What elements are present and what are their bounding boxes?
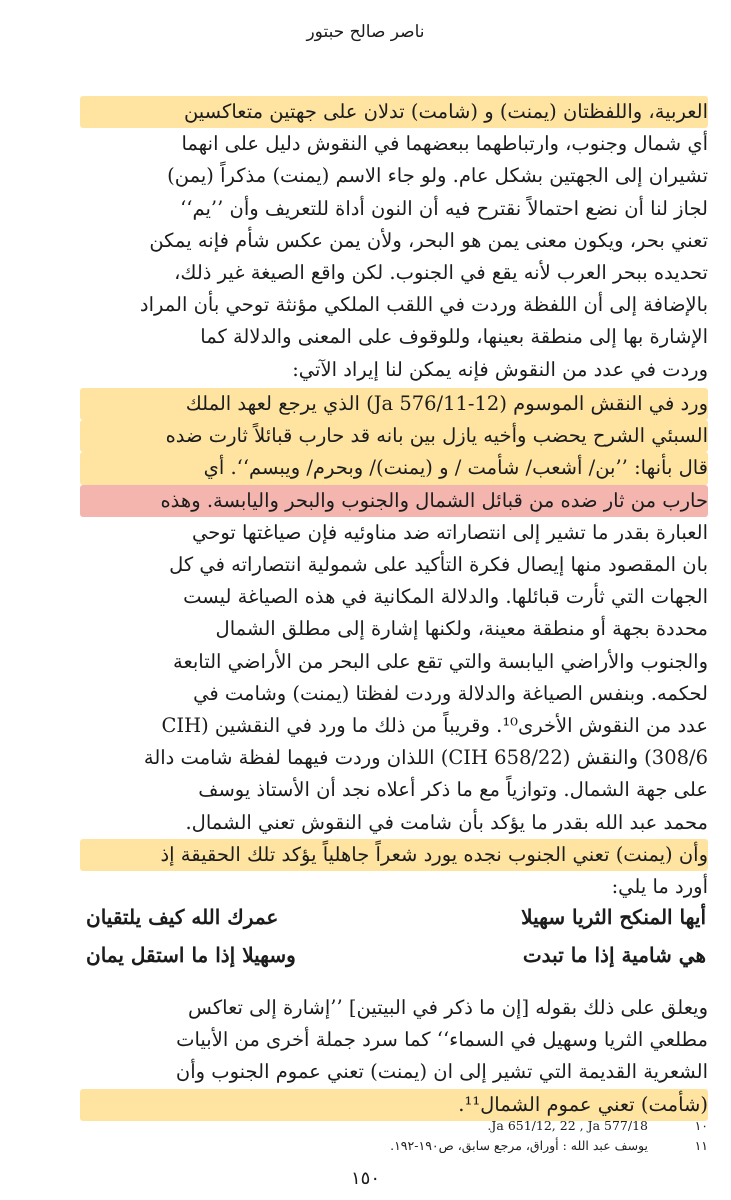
text-line: بان المقصود منها إيصال فكرة التأكيد على شمولية انتصاراته في كل — [169, 553, 708, 577]
text-line: حارب من ثار ضده من قبائل الشمال والجنوب والبحر واليابسة. وهذه — [80, 485, 708, 517]
text-line: قال بأنها: ’’بن/ أشعب/ شأمت / و (يمنت)/ وبحرم/ ويبسم‘‘. أي — [80, 452, 708, 484]
poem — [86, 898, 706, 974]
poem-verse — [86, 898, 706, 936]
text-line: وأن (يمنت) تعني الجنوب نجده يورد شعراً جاهلياً يؤكد تلك الحقيقة إذ — [80, 839, 708, 871]
text-line: لجاز لنا أن نضع احتمالاً نقترح فيه أن النون أداة للتعريف وأن ’’يم‘‘ — [180, 196, 708, 220]
footnote-number: ١٠ — [694, 1118, 708, 1133]
hemistich-right: أيها المنكح الثريا سهيلا — [521, 905, 706, 929]
poem-verse — [86, 936, 706, 974]
text-line: ورد في النقش الموسوم (Ja 576/11-12) الذي يرجع لعهد الملك — [80, 388, 708, 420]
hemistich-left: عمرك الله كيف يلتقيان — [86, 905, 279, 929]
text-line: السبئي الشرح يحضب وأخيه يازل بين بانه قد حارب قبائلاً ثارت ضده — [80, 420, 708, 452]
text-line: بالإضافة إلى أن اللفظة وردت في اللقب الملكي مؤنثة توحي بأن المراد — [139, 293, 708, 317]
text-line: ويعلق على ذلك بقوله [إن ما ذكر في البيتين] ’’إشارة إلى تعاكس — [188, 996, 708, 1019]
text-line: عدد من النقوش الأخرى¹⁰. وقريباً من ذلك ما ورد في النقشين (CIH — [161, 714, 708, 738]
text-line: والجنوب والأراضي اليابسة والتي تقع على البحر من الأراضي التابعة — [173, 649, 708, 673]
text-line: 308/6) والنقش (CIH 658/22) اللذان وردت فيهما لفظة شامت دالة — [143, 746, 708, 770]
hemistich-right: هي شامية إذا ما تبدت — [522, 943, 706, 967]
footnote-text: يوسف عبد الله : أوراق، مرجع سابق، ص١٩٠-١٩٢. — [390, 1138, 648, 1153]
text-line: محمد عبد الله بقدر ما يؤكد بأن شامت في النقوش تعني الشمال. — [185, 810, 708, 834]
text-line: أورد ما يلي: — [611, 875, 708, 899]
hemistich-left: وسهيلا إذا ما استقل يمان — [86, 943, 296, 967]
footnote — [80, 1136, 708, 1156]
text-line: لحكمه. وبنفس الصياغة والدلالة وردت لفظتا (يمنت) وشامت في — [193, 681, 708, 705]
paragraph-1 — [80, 96, 708, 386]
paragraph-2 — [80, 388, 708, 903]
footnotes — [80, 1116, 708, 1156]
text-line: الجهات التي ثأرت قبائلها. والدلالة المكانية في هذه الصياغة ليست — [183, 585, 708, 609]
paragraph-3 — [80, 992, 708, 1121]
page-number: ١٥٠ — [350, 1168, 380, 1189]
text-line: تعني بحر، ويكون معنى يمن هو البحر، ولأن يمن عكس شأم فإنه يمكن — [149, 228, 708, 252]
footnote — [80, 1116, 708, 1136]
footnote-number: ١١ — [694, 1138, 708, 1153]
text-line: العربية، واللفظتان (يمنت) و (شامت) تدلان على جهتين متعاكسين — [80, 96, 708, 128]
text-line: أي شمال وجنوب، وارتباطهما ببعضهما في النقوش دليل على انهما — [181, 132, 708, 156]
footnote-text: Ja 651/12, 22 , Ja 577/18. — [487, 1118, 648, 1133]
text-line: (شأمت) تعني عموم الشمال¹¹. — [80, 1089, 708, 1121]
text-line: وردت في عدد من النقوش فإنه يمكن لنا إيراد الآتي: — [292, 357, 708, 381]
text-line: العبارة بقدر ما تشير إلى انتصاراته ضد مناوئيه فإن صياغتها توحي — [192, 520, 708, 544]
running-header: ناصر صالح حبتور — [306, 22, 425, 42]
text-line: تحديده ببحر العرب لأنه يقع في الجنوب. لكن واقع الصيغة غير ذلك، — [174, 261, 708, 285]
text-line: على جهة الشمال. وتوازياً مع ما ذكر أعلاه نجد أن الأستاذ يوسف — [198, 778, 708, 802]
text-line: تشيران إلى الجهتين بشكل عام. ولو جاء الاسم (يمنت) مذكراً (يمن) — [167, 164, 708, 188]
text-line: محددة بجهة أو منطقة معينة، ولكنها إشارة إلى مطلق الشمال — [215, 617, 708, 641]
text-line: الشعرية القديمة التي تشير إلى ان (يمنت) تعني عموم الجنوب وأن — [175, 1060, 708, 1084]
text-line: مطلعي الثريا وسهيل في السماء‘‘ كما سرد جملة أخرى من الأبيات — [176, 1028, 708, 1052]
text-line: الإشارة بها إلى منطقة بعينها، وللوقوف على المعنى والدلالة كما — [200, 325, 708, 349]
